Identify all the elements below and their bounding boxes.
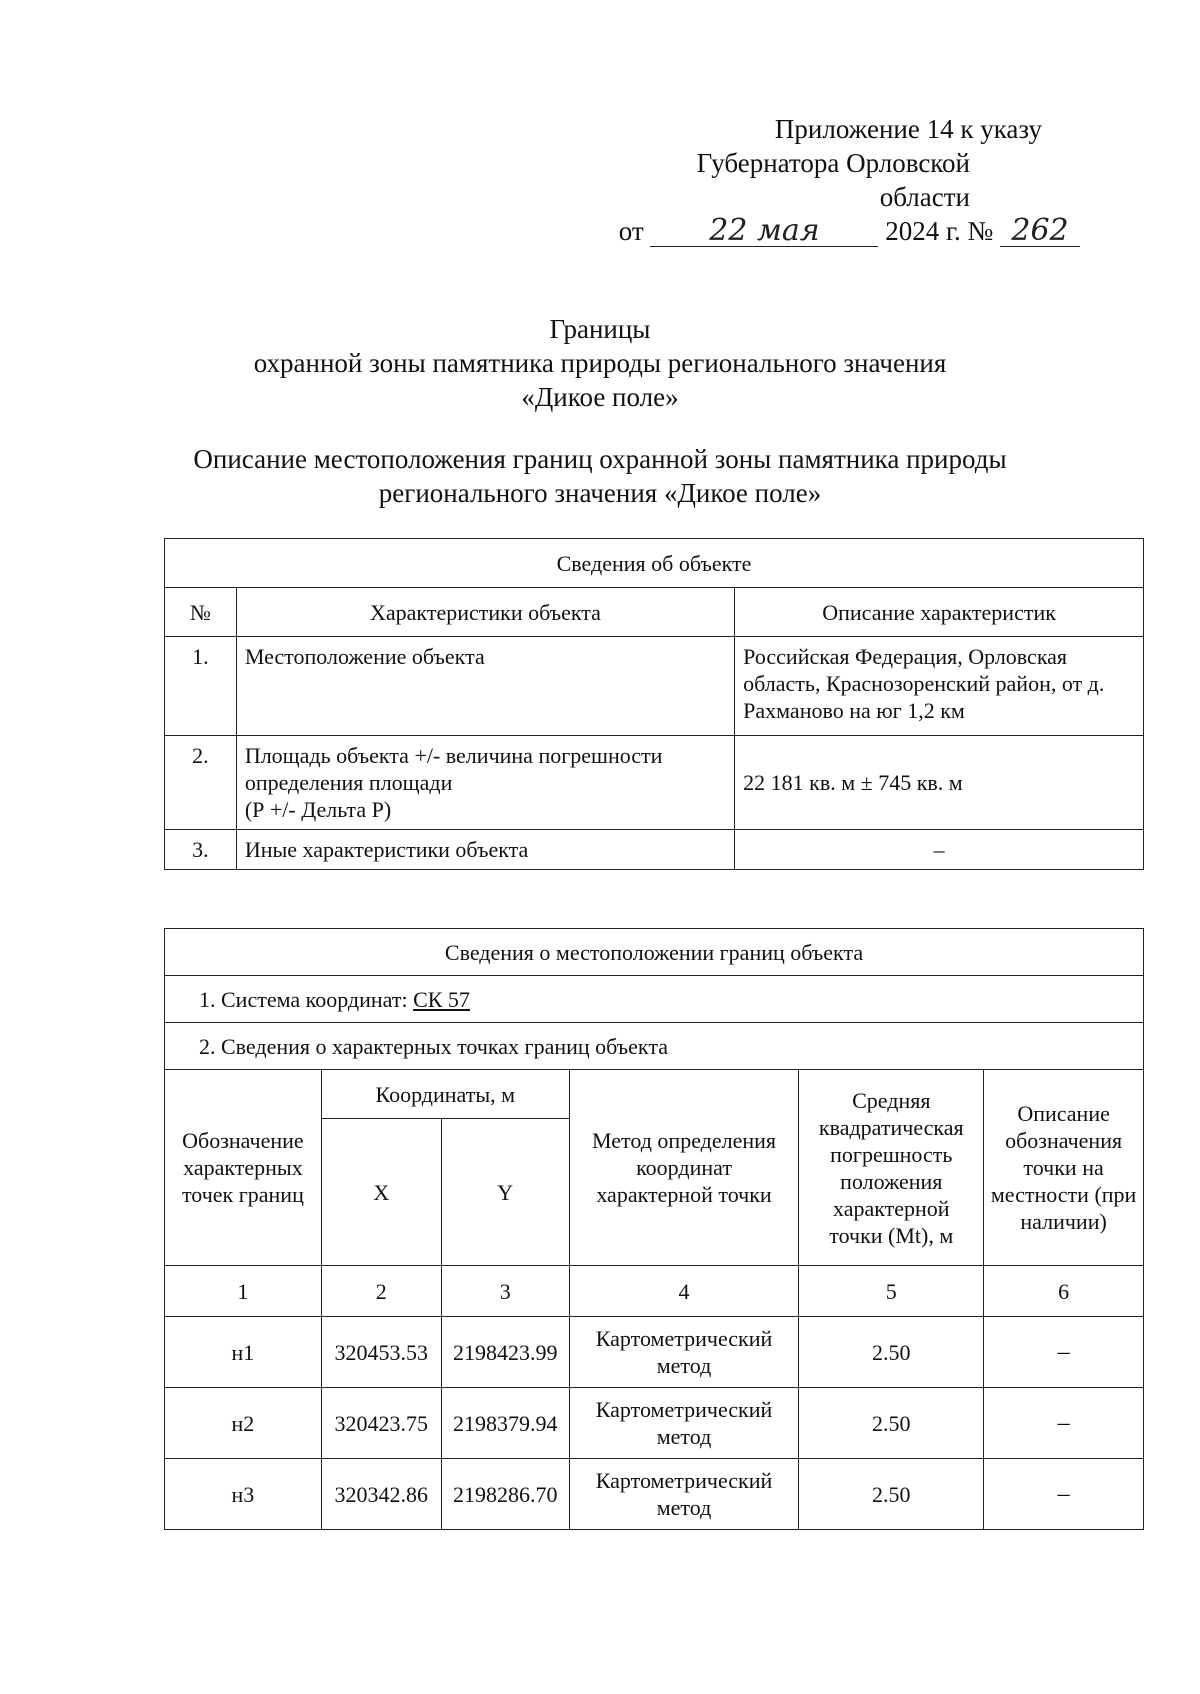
point-x: 320453.53 bbox=[321, 1317, 441, 1388]
document-subtitle bbox=[0, 442, 1200, 510]
coordinate-system-row bbox=[165, 976, 1144, 1023]
point-method: Картометрический метод bbox=[569, 1459, 799, 1530]
header-characteristic: Характеристики объекта bbox=[236, 588, 734, 637]
row-number: 1. bbox=[165, 637, 237, 736]
title-line-1: Границы bbox=[549, 314, 651, 344]
row-description: 22 181 кв. м ± 745 кв. м bbox=[735, 736, 1144, 830]
point-description: – bbox=[984, 1388, 1144, 1459]
row-number: 3. bbox=[165, 830, 237, 870]
point-method: Картометрический метод bbox=[569, 1317, 799, 1388]
row-description: – bbox=[735, 830, 1144, 870]
point-name: н3 bbox=[165, 1459, 322, 1530]
point-mt: 2.50 bbox=[799, 1317, 984, 1388]
point-description: – bbox=[984, 1317, 1144, 1388]
year-number-label: 2024 г. № bbox=[885, 216, 994, 246]
coordinate-system-label: 1. Система координат: bbox=[199, 986, 408, 1012]
object-table-caption: Сведения об объекте bbox=[165, 539, 1144, 588]
point-y: 2198286.70 bbox=[441, 1459, 569, 1530]
table-row bbox=[165, 1459, 1144, 1530]
boundary-points-table bbox=[164, 928, 1144, 1530]
point-x: 320342.86 bbox=[321, 1459, 441, 1530]
column-number: 2 bbox=[321, 1266, 441, 1317]
appendix-line-2: Губернатора Орловской области bbox=[696, 148, 970, 212]
appendix-header bbox=[600, 112, 1080, 248]
subtitle-line-2: регионального значения «Дикое поле» bbox=[378, 478, 822, 508]
row-number: 2. bbox=[165, 736, 237, 830]
boundary-table-caption: Сведения о местоположении границ объекта bbox=[165, 929, 1144, 976]
characteristic-line: (Р +/- Дельта Р) bbox=[244, 797, 392, 822]
handwritten-number: 262 bbox=[1000, 216, 1080, 247]
row-description: Российская Федерация, Орловская область, Краснозоренский район, от д. Рахманово на юг 1,2 км bbox=[735, 637, 1144, 736]
table-row bbox=[165, 1388, 1144, 1459]
row-characteristic: Иные характеристики объекта bbox=[236, 830, 734, 870]
point-mt: 2.50 bbox=[799, 1388, 984, 1459]
point-description: – bbox=[984, 1459, 1144, 1530]
column-number: 4 bbox=[569, 1266, 799, 1317]
header-x: X bbox=[321, 1119, 441, 1266]
appendix-line-3 bbox=[600, 214, 1080, 248]
object-info-table bbox=[164, 538, 1144, 870]
row-characteristic: Местоположение объекта bbox=[236, 637, 734, 736]
header-method: Метод определения координат характерной точки bbox=[569, 1070, 799, 1266]
title-line-3: «Дикое поле» bbox=[521, 382, 679, 412]
point-x: 320423.75 bbox=[321, 1388, 441, 1459]
header-error: Средняя квадратическая погрешность положения характерной точки (Mt), м bbox=[799, 1070, 984, 1266]
subtitle-line-1: Описание местоположения границ охранной зоны памятника природы bbox=[193, 444, 1007, 474]
header-coordinates: Координаты, м bbox=[321, 1070, 569, 1119]
handwritten-date: 22 мая bbox=[650, 216, 878, 247]
characteristic-line: Площадь объекта +/- величина погрешности bbox=[244, 743, 663, 768]
column-number: 1 bbox=[165, 1266, 322, 1317]
header-designation: Обозначение характерных точек границ bbox=[165, 1070, 322, 1266]
point-method: Картометрический метод bbox=[569, 1388, 799, 1459]
row-characteristic bbox=[236, 736, 734, 830]
column-number: 5 bbox=[799, 1266, 984, 1317]
header-y: Y bbox=[441, 1119, 569, 1266]
from-label: от bbox=[618, 216, 644, 246]
point-name: н2 bbox=[165, 1388, 322, 1459]
header-point-description: Описание обозначения точки на местности (при наличии) bbox=[984, 1070, 1144, 1266]
table-row bbox=[165, 637, 1144, 736]
document-title bbox=[0, 312, 1200, 414]
point-name: н1 bbox=[165, 1317, 322, 1388]
title-line-2: охранной зоны памятника природы регионального значения bbox=[253, 348, 947, 378]
point-y: 2198423.99 bbox=[441, 1317, 569, 1388]
table-row bbox=[165, 736, 1144, 830]
table-row bbox=[165, 1317, 1144, 1388]
point-y: 2198379.94 bbox=[441, 1388, 569, 1459]
coordinate-system-value: СК 57 bbox=[413, 986, 470, 1012]
column-number: 3 bbox=[441, 1266, 569, 1317]
header-description: Описание характеристик bbox=[735, 588, 1144, 637]
column-number: 6 bbox=[984, 1266, 1144, 1317]
header-num: № bbox=[165, 588, 237, 637]
table-row bbox=[165, 830, 1144, 870]
point-mt: 2.50 bbox=[799, 1459, 984, 1530]
appendix-line-1: Приложение 14 к указу bbox=[774, 114, 1042, 144]
characteristic-line: определения площади bbox=[244, 770, 453, 795]
points-caption: 2. Сведения о характерных точках границ объекта bbox=[165, 1023, 1144, 1070]
